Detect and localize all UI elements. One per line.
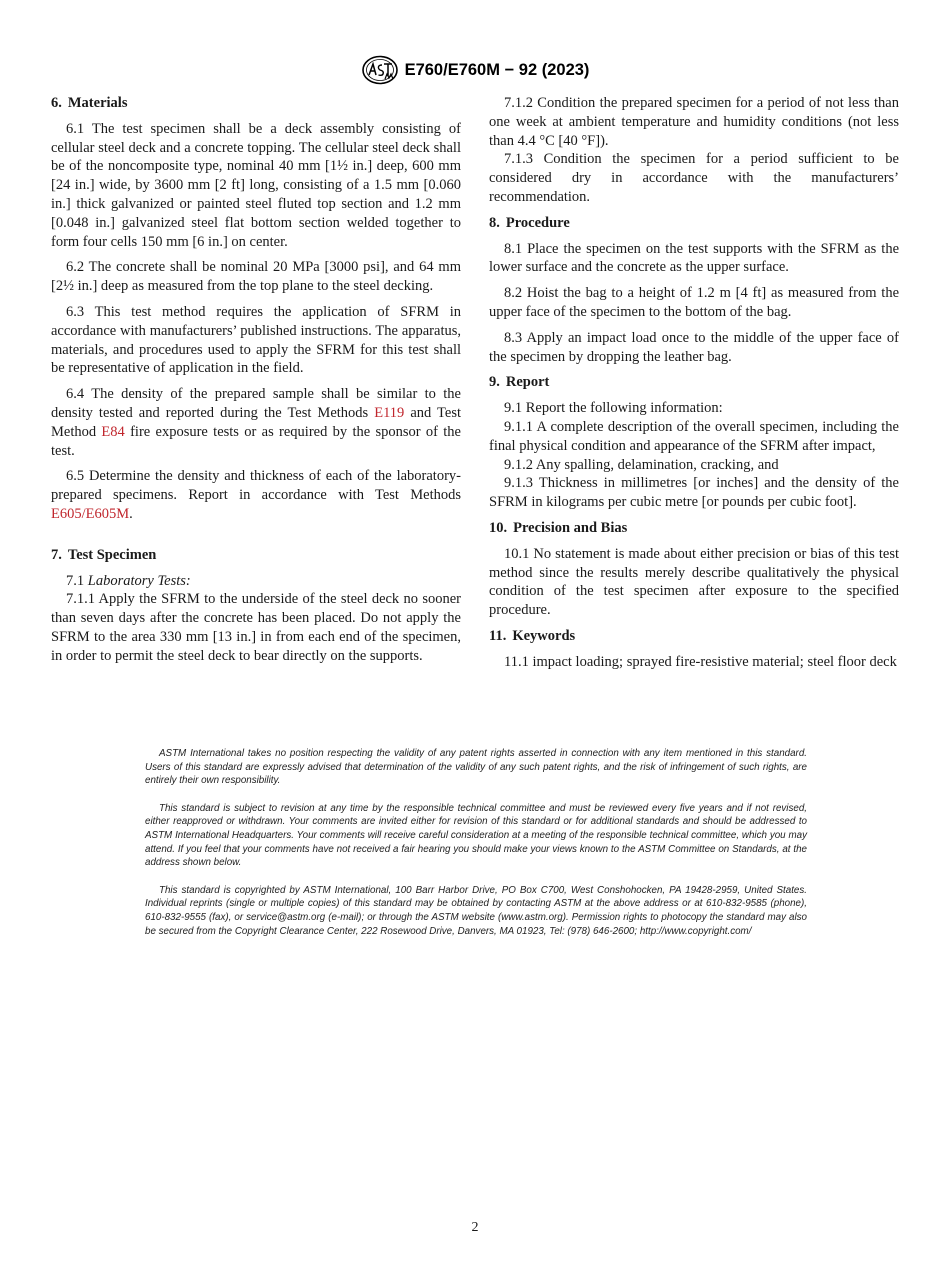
section-heading-keywords bbox=[489, 627, 899, 646]
copyright-notice: This standard is copyrighted by ASTM International, 100 Barr Harbor Drive, PO Box C700, West Conshohocken, PA 19428-2959, United States. Individual reprints (single or multiple copies) of this standard may be obtained by contacting ASTM at the above address or at 610-832-9585 (phone), 610-832-9555 (fax), or service@astm.org (e-mail); or through the ASTM website (www.astm.org). Permission rights to photocopy the standard may also be secured from the Copyright Clearance Center, 222 Rosewood Drive, Danvers, MA 01923, Tel: (978) 646-2600; http://www.copyright.com/ bbox=[145, 884, 807, 937]
section-heading-materials bbox=[51, 94, 461, 113]
section-heading-test-specimen bbox=[51, 546, 461, 565]
paragraph-7-1-1: 7.1.1 Apply the SFRM to the underside of the steel deck no sooner than seven days after the concrete has been placed. Do not apply the SFRM to the area 330 mm [13 in.] in from each end of the specimen, in order to permit the steel deck to bear directly on the supports. bbox=[51, 591, 461, 664]
paragraph-7-1-3: 7.1.3 Condition the specimen for a period sufficient to be considered dry in accordance with the manufacturers’ recommendation. bbox=[489, 151, 899, 205]
text-span: 7.1 bbox=[66, 572, 88, 589]
section-number: 10. bbox=[489, 519, 508, 536]
revision-notice: This standard is subject to revision at any time by the responsible technical committee and must be reviewed every five years and if not revised, either reapproved or withdrawn. Your comments are invited either for revision of this standard or for additional standards and should be addressed to ASTM International Headquarters. Your comments will receive careful consideration at a meeting of the responsible technical committee, which you may attend. If you feel that your comments have not received a fair hearing you should make your views known to the ASTM Committee on Standards, at the address shown below. bbox=[145, 802, 807, 869]
document-designation: E760/E760M − 92 (2023) bbox=[404, 60, 590, 79]
patent-notice: ASTM International takes no position respecting the validity of any patent rights asserted in connection with any item mentioned in this standard. Users of this standard are expressly advised that determination of the validity of any such patent rights, and the risk of infringement of such rights, are entirely their own responsibility. bbox=[145, 748, 807, 787]
paragraph-11-1: 11.1 impact loading; sprayed fire-resistive material; steel floor deck bbox=[504, 653, 897, 670]
legal-notices bbox=[145, 747, 807, 952]
paragraph-6-5 bbox=[51, 467, 461, 523]
section-number: 8. bbox=[489, 214, 500, 231]
section-heading-procedure bbox=[489, 214, 899, 233]
section-title: Materials bbox=[67, 95, 128, 111]
paragraph-8-3: 8.3 Apply an impact load once to the middle of the upper face of the specimen by dropping the leather bag. bbox=[489, 329, 899, 365]
paragraph-6-1: 6.1 The test specimen shall be a deck assembly consisting of cellular steel deck and a concrete topping. The cellular steel deck shall be of the noncomposite type, nominal 40 mm [1½ in.] deep, 600 mm [24 in.] wide, by 3600 mm [2 ft] long, consisting of a 1.5 mm [0.060 in.] thick galvanized or painted steel fluted top section and 1.2 mm [0.048 in.] galvanized steel flat bottom section welded together to form four cells 150 mm [6 in.] on center. bbox=[51, 120, 461, 250]
link-e84[interactable]: E84 bbox=[101, 423, 125, 440]
astm-logo-icon bbox=[361, 55, 399, 85]
section-title: Keywords bbox=[512, 627, 576, 644]
text-span: fire exposure tests or as required by the sponsor of the test. bbox=[51, 423, 461, 459]
section-number: 11. bbox=[489, 627, 507, 644]
paragraph-9-1-2: 9.1.2 Any spalling, delamination, cracking, and bbox=[504, 456, 779, 473]
text-span: 6.5 Determine the density and thickness of each of the laboratory-prepared specimens. Report in accordance with Test Methods bbox=[51, 468, 461, 504]
paragraph-6-4 bbox=[51, 385, 461, 460]
section-heading-precision-bias bbox=[489, 519, 899, 538]
paragraph-8-2: 8.2 Hoist the bag to a height of 1.2 m [4 ft] as measured from the upper face of the specimen to the bottom of the bag. bbox=[489, 285, 899, 320]
paragraph-7-1-2: 7.1.2 Condition the prepared specimen for a period of not less than one week at ambient temperature and humidity conditions (not less than 4.4 °C [40 °F]). bbox=[489, 95, 899, 149]
paragraph-9-1-1: 9.1.1 A complete description of the overall specimen, including the final physical condition and appearance of the SFRM after impact, bbox=[489, 418, 899, 454]
paragraph-10-1: 10.1 No statement is made about either precision or bias of this test method since the results merely describe qualitatively the physical condition of the test specimen after exposure to the specified procedure. bbox=[489, 545, 899, 619]
text-span: 6.4 The density of the prepared sample shall be similar to the density tested and reported during the Test Methods bbox=[51, 386, 461, 421]
section-title: Procedure bbox=[505, 214, 570, 231]
paragraph-8-1: 8.1 Place the specimen on the test supports with the SFRM as the lower surface and the concrete as the upper surface. bbox=[489, 240, 899, 276]
section-title: Report bbox=[505, 374, 550, 391]
link-e119[interactable]: E119 bbox=[374, 404, 405, 421]
paragraph-6-2: 6.2 The concrete shall be nominal 20 MPa [3000 psi], and 64 mm [2½ in.] deep as measured from the top plane to the steel decking. bbox=[51, 259, 461, 295]
section-title: Test Specimen bbox=[67, 546, 157, 563]
right-column bbox=[489, 94, 899, 672]
paragraph-7-1 bbox=[51, 572, 461, 591]
subsection-title: Laboratory Tests: bbox=[87, 572, 191, 589]
paragraph-9-1-3: 9.1.3 Thickness in millimetres [or inches] and the density of the SFRM in kilograms per cubic metre [or pounds per cubic foot]. bbox=[489, 475, 899, 511]
page-number: 2 bbox=[471, 1220, 479, 1235]
section-heading-report bbox=[489, 373, 899, 392]
paragraph-9-1: 9.1 Report the following information: bbox=[504, 400, 723, 417]
left-column bbox=[51, 94, 461, 666]
text-span: . bbox=[129, 505, 133, 522]
text-span: and Test Method bbox=[51, 404, 461, 440]
paragraph-6-3: 6.3 This test method requires the application of SFRM in accordance with manufacturers’ published instructions. The apparatus, materials, and procedures used to apply the SFRM for this test shall be representative of application in the field. bbox=[51, 303, 461, 377]
section-title: Precision and Bias bbox=[513, 519, 628, 536]
link-e605[interactable]: E605/E605M bbox=[51, 505, 130, 522]
section-number: 9. bbox=[489, 374, 500, 391]
section-number: 7. bbox=[51, 546, 62, 563]
page-header bbox=[0, 55, 950, 90]
section-number: 6. bbox=[51, 95, 62, 111]
